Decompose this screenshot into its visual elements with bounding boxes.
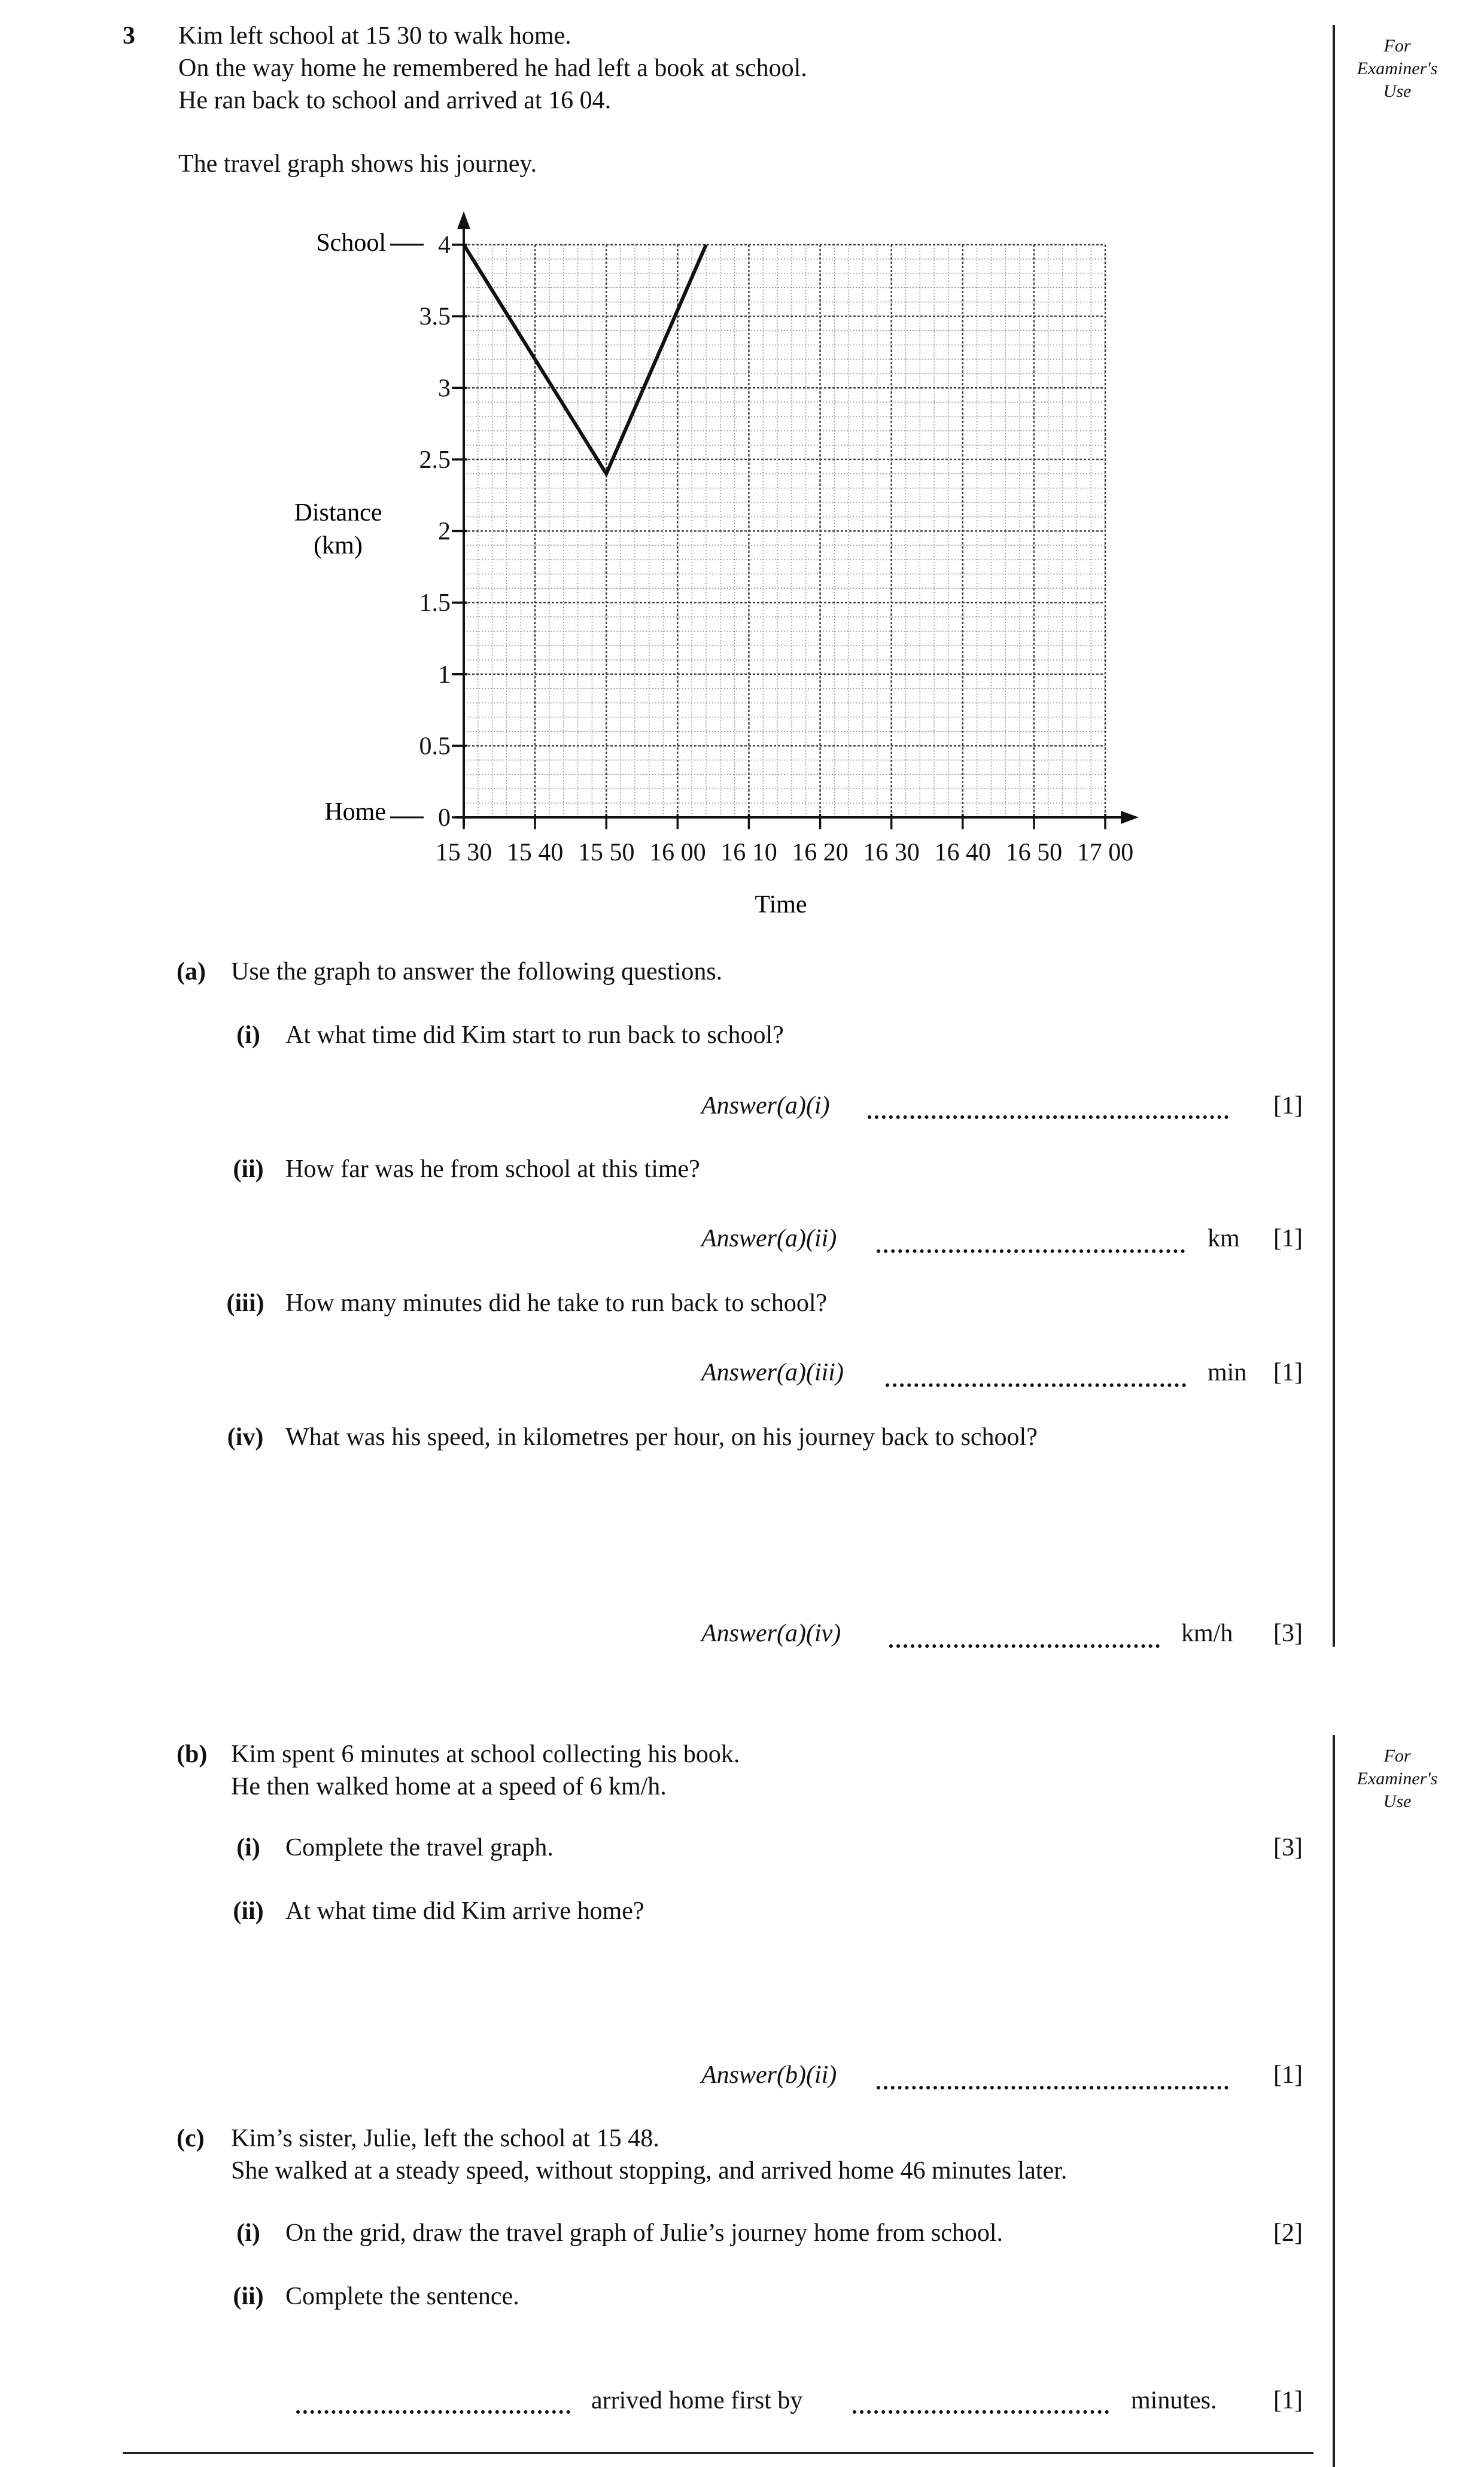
part-a-i-label: (i): [236, 1021, 260, 1049]
part-c-ii-sentence-end: minutes.: [1131, 2387, 1217, 2414]
part-a-ii-unit: km: [1208, 1225, 1240, 1252]
y-tick-label: 0: [438, 804, 451, 832]
y-tick-label: 0.5: [419, 732, 451, 761]
part-a-iv-label: (iv): [227, 1423, 264, 1451]
part-a-ii-question: How far was he from school at this time?: [285, 1155, 700, 1183]
part-a-i-marks: [1]: [1273, 1092, 1303, 1120]
y-tick-label: 1: [438, 661, 451, 689]
x-tick-label: 16 10: [720, 839, 777, 866]
part-c-i-label: (i): [236, 2219, 260, 2247]
part-b-label: (b): [177, 1741, 208, 1768]
part-c-line-1: Kim’s sister, Julie, left the school at 15 48.: [231, 2125, 659, 2152]
part-b-line-2: He then walked home at a speed of 6 km/h.: [231, 1773, 667, 1800]
y-tick-label: 2: [438, 518, 451, 546]
part-c-line-2: She walked at a steady speed, without stopping, and arrived home 46 minutes later.: [231, 2157, 1068, 2185]
y-axis-home-label: Home: [324, 798, 386, 826]
part-a-label: (a): [177, 958, 206, 985]
y-tick-label: 1.5: [419, 589, 451, 617]
x-tick-label: 15 30: [435, 839, 492, 866]
graph-ticks: [419, 232, 1134, 866]
part-b-ii-label: (ii): [233, 1897, 264, 1925]
y-tick-label: 2.5: [419, 446, 451, 474]
part-a-iv-unit: km/h: [1181, 1620, 1233, 1647]
part-c-ii-minutes-field[interactable]: [853, 2405, 1109, 2414]
part-c-ii-sentence-mid: arrived home first by: [591, 2387, 803, 2414]
y-tick-label: 3.5: [419, 303, 451, 331]
part-a-ii-label: (ii): [233, 1155, 264, 1183]
part-a-ii-marks: [1]: [1273, 1225, 1303, 1252]
x-tick-label: 17 00: [1076, 839, 1134, 866]
part-a-iii-answer-label: Answer(a)(iii): [701, 1359, 844, 1386]
part-a-i-answer-label: Answer(a)(i): [701, 1092, 830, 1120]
part-a-iii-label: (iii): [226, 1289, 264, 1317]
part-a-iv-answer-field[interactable]: [889, 1639, 1160, 1648]
examiner-label-bottom: For Examiner's Use: [1357, 1746, 1438, 1811]
part-a-iii-unit: min: [1208, 1359, 1247, 1386]
part-a-i-answer-field[interactable]: [868, 1111, 1228, 1119]
part-b-ii-answer-label: Answer(b)(ii): [701, 2061, 837, 2089]
part-a-ii-answer-field[interactable]: [877, 1245, 1185, 1253]
examiner-label-top: For Examiner's Use: [1357, 36, 1438, 101]
part-a-iii-question: How many minutes did he take to run back to school?: [285, 1289, 828, 1317]
question-number: 3: [123, 22, 135, 50]
part-c-ii-label: (ii): [233, 2283, 264, 2310]
intro-line-4: The travel graph shows his journey.: [178, 150, 537, 178]
part-c-ii-question: Complete the sentence.: [285, 2283, 519, 2310]
part-a-text: Use the graph to answer the following questions.: [231, 958, 723, 985]
x-axis-arrow-icon: [1121, 811, 1139, 824]
x-tick-label: 16 20: [792, 839, 849, 866]
y-axis-label-line-1: Distance: [294, 499, 382, 527]
x-axis-label: Time: [755, 891, 807, 918]
y-axis-label-line-2: (km): [314, 532, 363, 559]
part-a-ii-answer-label: Answer(a)(ii): [701, 1225, 837, 1252]
x-tick-label: 16 30: [863, 839, 920, 866]
part-b-ii-question: At what time did Kim arrive home?: [285, 1897, 644, 1925]
y-tick-label: 4: [438, 232, 451, 259]
y-axis-school-label: School: [316, 229, 386, 257]
part-c-ii-marks: [1]: [1273, 2387, 1303, 2414]
part-a-iv-marks: [3]: [1273, 1620, 1303, 1647]
part-a-iv-question: What was his speed, in kilometres per hour, on his journey back to school?: [285, 1423, 1038, 1451]
x-tick-label: 16 00: [649, 839, 706, 866]
x-tick-label: 16 50: [1005, 839, 1063, 866]
x-tick-label: 15 50: [577, 839, 635, 866]
x-tick-label: 16 40: [934, 839, 992, 866]
x-tick-label: 15 40: [506, 839, 564, 866]
graph-axes: [390, 211, 1139, 826]
y-tick-label: 3: [438, 375, 451, 403]
travel-graph: [0, 0, 1484, 957]
part-b-ii-answer-field[interactable]: [877, 2081, 1228, 2089]
part-a-i-question: At what time did Kim start to run back to school?: [285, 1021, 784, 1049]
part-c-label: (c): [177, 2125, 205, 2152]
part-b-i-label: (i): [236, 1834, 260, 1861]
examiner-margin-rule-bottom: [1333, 1735, 1335, 2467]
part-a-iii-marks: [1]: [1273, 1359, 1303, 1386]
part-b-ii-marks: [1]: [1273, 2061, 1303, 2089]
part-c-ii-name-field[interactable]: [296, 2405, 570, 2414]
intro-line-3: He ran back to school and arrived at 16 04.: [178, 87, 612, 114]
part-c-i-marks: [2]: [1273, 2219, 1303, 2247]
part-b-line-1: Kim spent 6 minutes at school collecting his book.: [231, 1741, 740, 1768]
part-a-iii-answer-field[interactable]: [886, 1379, 1186, 1387]
intro-line-1: Kim left school at 15 30 to walk home.: [178, 22, 571, 50]
intro-line-2: On the way home he remembered he had left a book at school.: [178, 54, 807, 82]
part-c-i-question: On the grid, draw the travel graph of Julie’s journey home from school.: [285, 2219, 1003, 2247]
part-b-i-question: Complete the travel graph.: [285, 1834, 554, 1861]
part-a-iv-answer-label: Answer(a)(iv): [701, 1620, 841, 1647]
y-axis-arrow-icon: [457, 211, 470, 229]
page-bottom-rule: [123, 2452, 1313, 2454]
part-b-i-marks: [3]: [1273, 1834, 1303, 1861]
